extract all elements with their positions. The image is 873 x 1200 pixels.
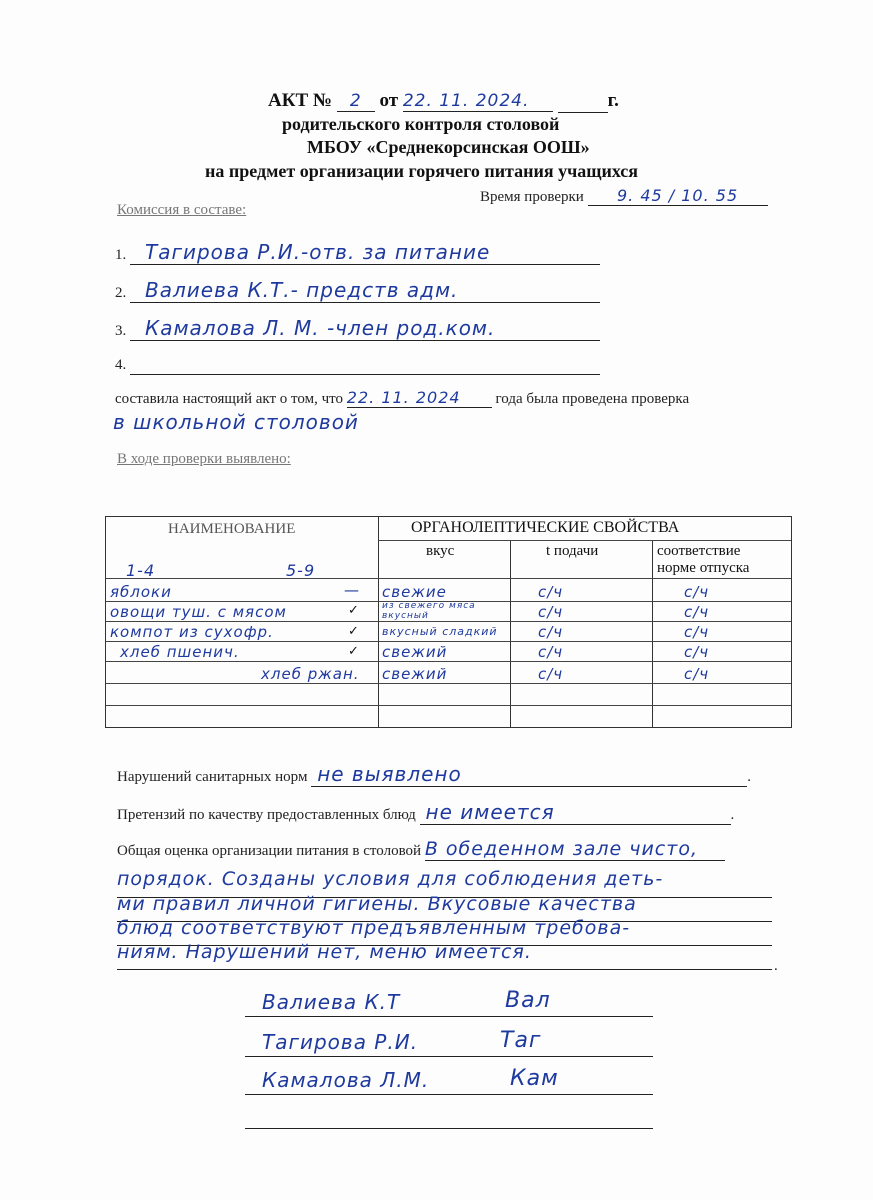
row-5-name: хлеб ржан. bbox=[261, 665, 360, 683]
assessment-label: Общая оценка организации питания в столовой bbox=[117, 843, 422, 859]
row-3-name: компот из сухофр. bbox=[110, 623, 274, 641]
row-2-temp: с/ч bbox=[538, 603, 564, 621]
member-num: 1. bbox=[115, 247, 127, 263]
claims-label: Претензий по качеству предоставленных блюд bbox=[117, 807, 416, 823]
row-2-taste: из свежего мяса вкусный bbox=[382, 601, 476, 621]
signature-2-name: Тагирова Р.И. bbox=[262, 1030, 419, 1054]
row-3-mark: ✓ bbox=[348, 623, 359, 638]
row-4-temp: с/ч bbox=[538, 643, 564, 661]
member-name: Тагирова Р.И.-отв. за питание bbox=[130, 240, 600, 265]
grade-right: 5-9 bbox=[286, 561, 316, 580]
act-number: 2 bbox=[337, 91, 375, 112]
row-5-taste: свежий bbox=[382, 665, 448, 683]
member-1 bbox=[115, 240, 600, 265]
commission-label: Комиссия в составе: bbox=[117, 202, 247, 218]
time-label: Время проверки bbox=[480, 189, 584, 205]
col-taste-header: вкус bbox=[426, 543, 455, 559]
subtitle-line-3: МБОУ «Среднекорсинская ООШ» bbox=[307, 137, 590, 157]
row-1-temp: с/ч bbox=[538, 583, 564, 601]
claims-value: не имеется bbox=[420, 800, 731, 825]
member-num: 4. bbox=[115, 357, 127, 373]
member-num: 3. bbox=[115, 323, 127, 339]
findings-label: В ходе проверки выявлено: bbox=[117, 451, 291, 467]
signature-1-sign: Вал bbox=[505, 988, 551, 1013]
col-norm-header-2: норме отпуска bbox=[657, 560, 750, 576]
organoleptic-table bbox=[105, 516, 792, 728]
row-4-name: хлеб пшенич. bbox=[120, 643, 240, 661]
signature-1-name: Валиева К.Т bbox=[262, 990, 401, 1014]
member-4 bbox=[115, 350, 600, 375]
assessment-row bbox=[117, 838, 725, 861]
col-props-header: ОРГАНОЛЕПТИЧЕСКИЕ СВОЙСТВА bbox=[411, 519, 680, 536]
row-2-mark: ✓ bbox=[348, 602, 359, 617]
time-value: 9. 45 / 10. 55 bbox=[588, 186, 768, 206]
violations-row: Нарушений санитарных норм не выявлено . bbox=[117, 762, 751, 786]
subtitle-line-4: на предмет организации горячего питания учащихся bbox=[205, 161, 639, 181]
claims-row: Претензий по качеству предоставленных блюд не имеется . bbox=[117, 800, 735, 824]
signature-3-sign: Кам bbox=[510, 1066, 559, 1091]
signature-3-name: Камалова Л.М. bbox=[262, 1068, 430, 1092]
row-5-temp: с/ч bbox=[538, 665, 564, 683]
violations-value: не выявлено bbox=[311, 762, 747, 787]
assessment-line-1: В обеденном зале чисто, bbox=[425, 838, 725, 861]
row-3-temp: с/ч bbox=[538, 623, 564, 641]
member-num: 2. bbox=[115, 285, 127, 301]
assessment-end-dot: . bbox=[774, 958, 778, 974]
member-name bbox=[130, 350, 600, 375]
statement-suffix: года была проведена проверка bbox=[495, 391, 690, 407]
grade-left: 1-4 bbox=[126, 561, 156, 580]
subtitle-line-2: родительского контроля столовой bbox=[282, 114, 560, 134]
col-norm-header-1: соответствие bbox=[657, 543, 741, 559]
year-suffix: г. bbox=[607, 90, 619, 111]
inspection-time bbox=[480, 186, 768, 206]
member-2 bbox=[115, 278, 600, 303]
assessment-line-3: ми правил личной гигиены. Вкусовые качества bbox=[117, 893, 637, 915]
assessment-line-5: ниям. Нарушений нет, меню имеется. bbox=[117, 941, 532, 963]
act-title bbox=[268, 90, 619, 113]
from-label: от bbox=[379, 90, 399, 111]
member-name: Валиева К.Т.- предств адм. bbox=[130, 278, 600, 303]
row-4-mark: ✓ bbox=[348, 643, 359, 658]
row-5-norm: с/ч bbox=[684, 665, 710, 683]
col-temp-header: t подачи bbox=[546, 543, 599, 559]
violations-label: Нарушений санитарных норм bbox=[117, 769, 308, 785]
row-2-norm: с/ч bbox=[684, 603, 710, 621]
row-1-taste: свежие bbox=[382, 583, 447, 601]
member-3 bbox=[115, 316, 600, 341]
statement-date: 22. 11. 2024 bbox=[347, 388, 492, 408]
member-name: Камалова Л. М. -член род.ком. bbox=[130, 316, 600, 341]
act-prefix: АКТ № bbox=[268, 90, 333, 111]
signature-2-sign: Таг bbox=[500, 1028, 542, 1053]
assessment-line-2: порядок. Созданы условия для соблюдения деть- bbox=[117, 868, 664, 890]
act-date: 22. 11. 2024. bbox=[403, 91, 553, 112]
row-3-norm: с/ч bbox=[684, 623, 710, 641]
inspection-place: в школьной столовой bbox=[113, 410, 359, 434]
row-1-norm: с/ч bbox=[684, 583, 710, 601]
row-4-norm: с/ч bbox=[684, 643, 710, 661]
row-1-name: яблоки bbox=[110, 583, 172, 601]
statement bbox=[115, 388, 689, 408]
row-1-mark: — bbox=[344, 581, 360, 599]
row-3-taste: вкусный сладкий bbox=[382, 625, 498, 638]
signature-4-line bbox=[245, 1128, 653, 1129]
assessment-line-4: блюд соответствуют предъявленным требова- bbox=[117, 917, 631, 939]
statement-prefix: составила настоящий акт о том, что bbox=[115, 391, 344, 407]
row-2-name: овощи туш. с мясом bbox=[110, 603, 287, 621]
col-name-header: НАИМЕНОВАНИЕ bbox=[168, 521, 296, 537]
row-4-taste: свежий bbox=[382, 643, 448, 661]
